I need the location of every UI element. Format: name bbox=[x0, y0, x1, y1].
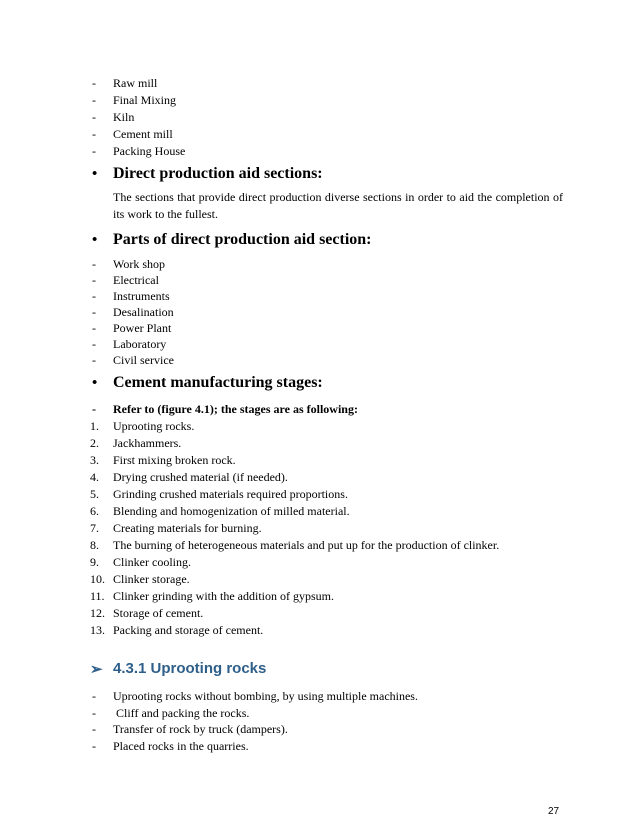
step-text: Uprooting rocks. bbox=[113, 419, 195, 433]
list-item-text: Kiln bbox=[113, 110, 135, 124]
step-number: 7. bbox=[90, 521, 99, 535]
step-number: 10. bbox=[90, 572, 105, 586]
step-text: Clinker storage. bbox=[113, 572, 190, 586]
list-item-text: Final Mixing bbox=[113, 93, 177, 107]
step-text: Grinding crushed materials required proportions. bbox=[113, 487, 348, 501]
step-text: Clinker cooling. bbox=[113, 555, 191, 569]
dash-marker: - bbox=[92, 353, 96, 367]
arrow-icon: ➢ bbox=[90, 661, 103, 678]
step-number: 6. bbox=[90, 504, 99, 518]
step-number: 9. bbox=[90, 555, 99, 569]
section-paragraph: The sections that provide direct production diverse sections in order to aid the completion of its work to the fullest. bbox=[113, 190, 563, 221]
dash-marker: - bbox=[92, 127, 96, 141]
dash-marker: - bbox=[92, 689, 96, 703]
list-item-text: Cliff and packing the rocks. bbox=[113, 706, 250, 720]
dash-marker: - bbox=[92, 144, 96, 158]
step-text: Blending and homogenization of milled material. bbox=[113, 504, 350, 518]
dash-marker: - bbox=[92, 257, 96, 271]
step-number: 8. bbox=[90, 538, 99, 552]
dash-marker: - bbox=[92, 76, 96, 90]
step-text: Creating materials for burning. bbox=[113, 521, 262, 535]
step-number: 13. bbox=[90, 623, 105, 637]
bullet-icon: • bbox=[92, 166, 98, 182]
step-text: Clinker grinding with the addition of gypsum. bbox=[113, 589, 334, 603]
list-item-text: Civil service bbox=[113, 353, 174, 367]
page-number: 27 bbox=[548, 806, 560, 817]
dash-marker: - bbox=[92, 402, 96, 416]
step-number: 4. bbox=[90, 470, 99, 484]
step-text: Jackhammers. bbox=[113, 436, 182, 450]
bullet-icon: • bbox=[92, 375, 98, 391]
list-item-text: Laboratory bbox=[113, 337, 167, 351]
step-text: Storage of cement. bbox=[113, 606, 204, 620]
heading-text: Cement manufacturing stages: bbox=[113, 374, 323, 391]
list-item-text: Packing House bbox=[113, 144, 186, 158]
list-item-text: Raw mill bbox=[113, 76, 158, 90]
dash-marker: - bbox=[92, 93, 96, 107]
list-item-text: Work shop bbox=[113, 257, 166, 271]
dash-marker: - bbox=[92, 722, 96, 736]
step-number: 2. bbox=[90, 436, 99, 450]
list-item-text: Instruments bbox=[113, 289, 170, 303]
dash-marker: - bbox=[92, 289, 96, 303]
dash-marker: - bbox=[92, 337, 96, 351]
step-number: 3. bbox=[90, 453, 99, 467]
intro-text: Refer to (figure 4.1); the stages are as following: bbox=[113, 402, 358, 416]
heading-text: Parts of direct production aid section: bbox=[113, 231, 372, 248]
list-item-text: Placed rocks in the quarries. bbox=[113, 739, 249, 753]
dash-marker: - bbox=[92, 706, 96, 720]
step-text: The burning of heterogeneous materials and put up for the production of clinker. bbox=[113, 538, 500, 552]
step-number: 12. bbox=[90, 606, 105, 620]
step-text: Drying crushed material (if needed). bbox=[113, 470, 288, 484]
dash-marker: - bbox=[92, 110, 96, 124]
dash-marker: - bbox=[92, 273, 96, 287]
list-item-text: Desalination bbox=[113, 305, 174, 319]
list-item-text: Cement mill bbox=[113, 127, 173, 141]
heading-text: Direct production aid sections: bbox=[113, 165, 323, 182]
step-text: First mixing broken rock. bbox=[113, 453, 236, 467]
step-number: 11. bbox=[90, 589, 105, 603]
list-item-text: Uprooting rocks without bombing, by using multiple machines. bbox=[113, 689, 418, 703]
dash-marker: - bbox=[92, 321, 96, 335]
step-number: 5. bbox=[90, 487, 99, 501]
step-text: Packing and storage of cement. bbox=[113, 623, 264, 637]
bullet-icon: • bbox=[92, 232, 98, 248]
dash-marker: - bbox=[92, 739, 96, 753]
heading-text: 4.3.1 Uprooting rocks bbox=[113, 660, 267, 677]
list-item-text: Electrical bbox=[113, 273, 159, 287]
step-number: 1. bbox=[90, 419, 99, 433]
dash-marker: - bbox=[92, 305, 96, 319]
list-item-text: Transfer of rock by truck (dampers). bbox=[113, 722, 288, 736]
list-item-text: Power Plant bbox=[113, 321, 172, 335]
